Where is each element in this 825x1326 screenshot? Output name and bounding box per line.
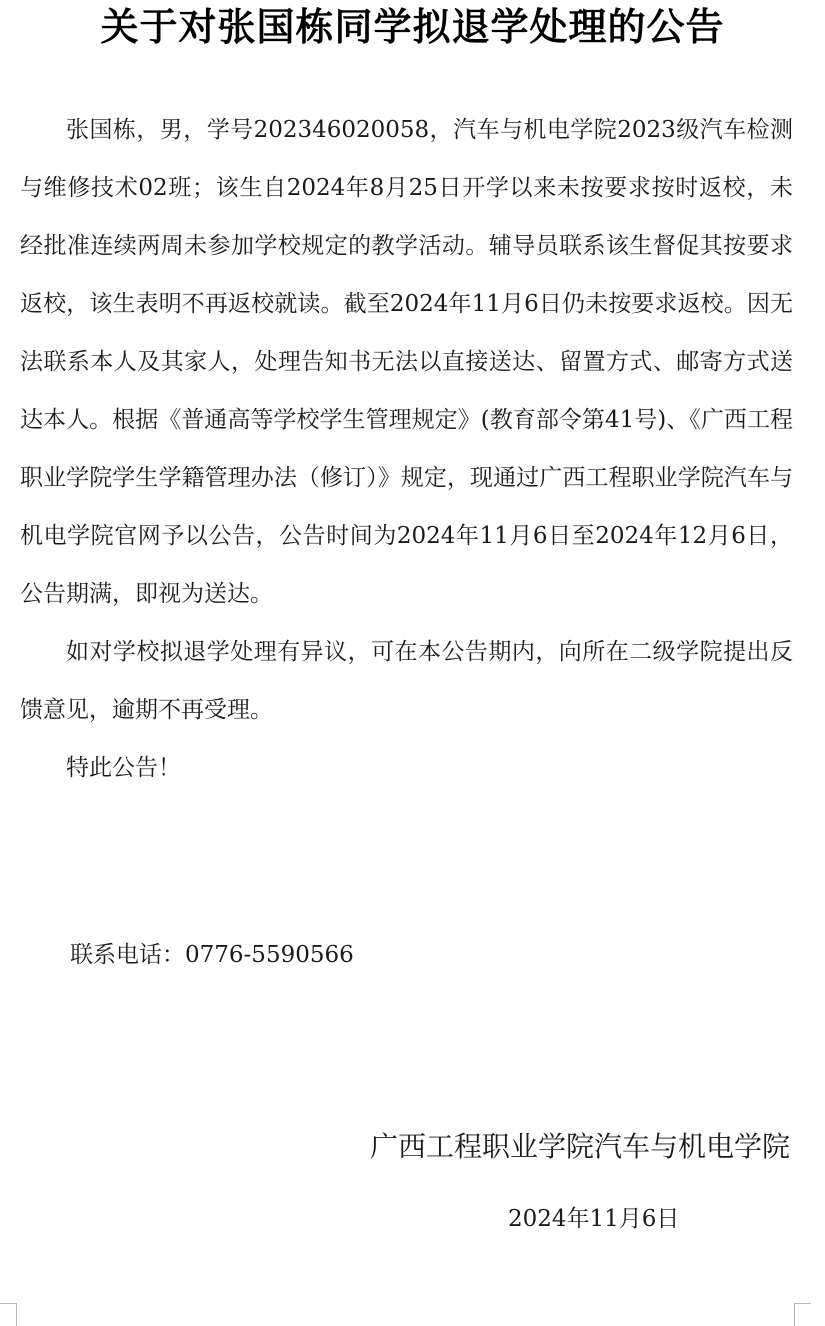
notice-closing: 特此公告！ xyxy=(66,755,181,781)
notice-body xyxy=(20,101,793,797)
contact-phone: 联系电话：0776-5590566 xyxy=(70,942,354,968)
issue-date: 2024年11月6日 xyxy=(508,1206,680,1232)
notice-paragraph: 张国栋，男，学号202346020058，汽车与机电学院2023级汽车检测与维修技术02班；该生自2024年8月25日开学以来未按要求按时返校，未经批准连续两周未参加学校规定的教学活动。辅导员联系该生督促其按要求返校，该生表明不再返校就读。截至2024年11月6日仍未按要求返校。因无法联系本人及其家人，处理告知书无法以直接送达、留置方式、邮寄方式送达本人。根据《普通高等学校学生管理规定》(教育部令第41号)、《广西工程职业学院学生学籍管理办法（修订）》规定，现通过广西工程职业学院汽车与机电学院官网予以公告，公告时间为2024年11月6日至2024年12月6日，公告期满，即视为送达。 xyxy=(20,117,793,607)
page-corner-mark-left xyxy=(0,1303,17,1326)
notice-paragraph: 如对学校拟退学处理有异议，可在本公告期内，向所在二级学院提出反馈意见，逾期不再受理。 xyxy=(20,639,793,723)
issuer-signature: 广西工程职业学院汽车与机电学院 xyxy=(369,1130,790,1163)
notice-title: 关于对张国栋同学拟退学处理的公告 xyxy=(100,4,725,49)
page-corner-mark-right xyxy=(794,1303,811,1326)
